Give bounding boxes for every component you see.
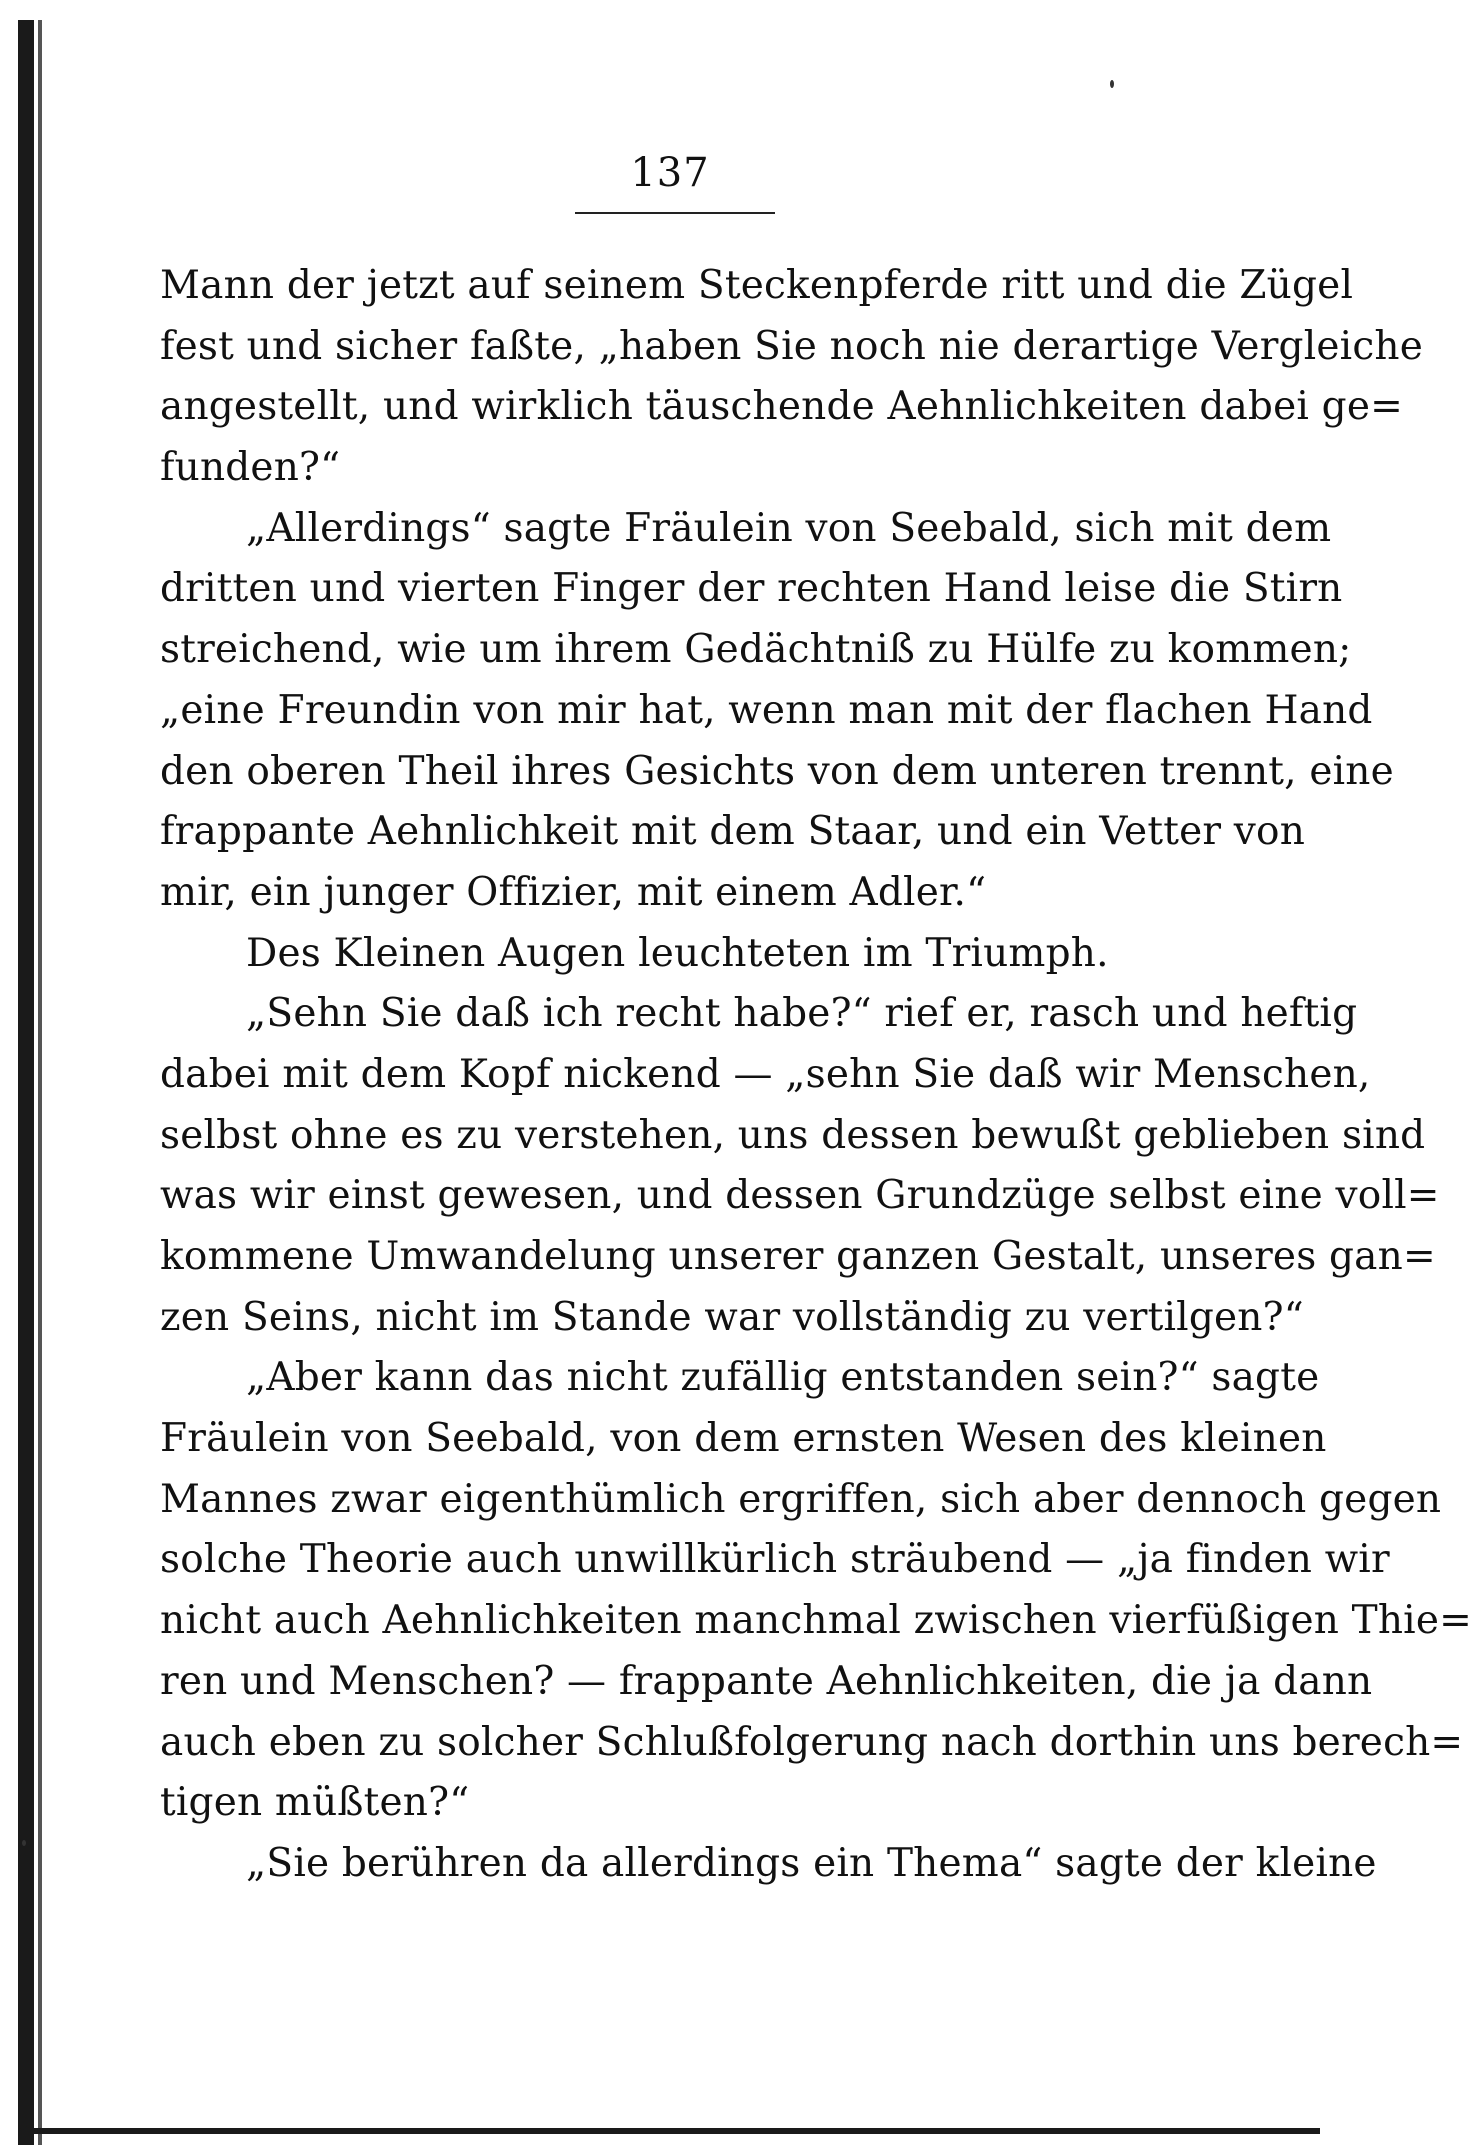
page-number: 137	[630, 150, 710, 196]
page-left-edge-shadow	[38, 20, 42, 2145]
text-line: Des Kleinen Augen leuchteten im Triumph.	[246, 930, 1109, 976]
text-line: den oberen Theil ihres Gesichts von dem unteren trennt, eine	[160, 748, 1394, 794]
header-rule	[575, 212, 775, 214]
text-line: selbst ohne es zu verstehen, uns dessen bewußt geblieben sind	[160, 1112, 1426, 1158]
text-line: dabei mit dem Kopf nickend — „sehn Sie daß wir Menschen,	[160, 1051, 1371, 1097]
page-left-edge	[18, 20, 34, 2145]
text-line: kommene Umwandelung unserer ganzen Gestalt, unseres gan=	[160, 1234, 1436, 1279]
text-line: nicht auch Aehnlichkeiten manchmal zwischen vierfüßigen Thie=	[160, 1598, 1472, 1644]
text-line: angestellt, und wirklich täuschende Aehnlichkeiten dabei ge=	[160, 384, 1403, 430]
text-line: mir, ein junger Offizier, mit einem Adler.“	[160, 869, 987, 915]
text-line: Fräulein von Seebald, von dem ernsten Wesen des kleinen	[160, 1416, 1327, 1462]
text-line: tigen müßten?“	[160, 1780, 470, 1826]
text-line: „Sie berühren da allerdings ein Thema“ sagte der kleine	[246, 1840, 1377, 1886]
body-text	[160, 256, 1472, 1895]
print-speck	[1110, 80, 1114, 88]
text-line: zen Seins, nicht im Stande war vollständig zu vertilgen?“	[160, 1294, 1304, 1340]
text-line: „Aber kann das nicht zufällig entstanden sein?“ sagte	[246, 1355, 1320, 1401]
text-line: „Allerdings“ sagte Fräulein von Seebald, sich mit dem	[246, 505, 1332, 551]
page-bottom-edge	[20, 2128, 1320, 2134]
text-line: fest und sicher faßte, „haben Sie noch nie derartige Vergleiche	[160, 323, 1423, 369]
text-line: solche Theorie auch unwillkürlich sträubend — „ja finden wir	[160, 1537, 1390, 1583]
text-line: streichend, wie um ihrem Gedächtniß zu Hülfe zu kommen;	[160, 627, 1352, 673]
text-line: frappante Aehnlichkeit mit dem Staar, und ein Vetter von	[160, 809, 1306, 855]
print-speck	[22, 1840, 26, 1846]
text-line: ren und Menschen? — frappante Aehnlichkeiten, die ja dann	[160, 1658, 1373, 1704]
text-line: dritten und vierten Finger der rechten Hand leise die Stirn	[160, 566, 1343, 612]
text-line: „eine Freundin von mir hat, wenn man mit der flachen Hand	[160, 687, 1373, 733]
text-line: Mann der jetzt auf seinem Steckenpferde ritt und die Zügel	[160, 263, 1354, 308]
text-line: „Sehn Sie daß ich recht habe?“ rief er, rasch und heftig	[246, 991, 1358, 1037]
text-line: funden?“	[160, 445, 341, 491]
text-line: was wir einst gewesen, und dessen Grundzüge selbst eine voll=	[160, 1173, 1440, 1219]
text-line: auch eben zu solcher Schlußfolgerung nach dorthin uns berech=	[160, 1719, 1464, 1765]
text-line: Mannes zwar eigenthümlich ergriffen, sich aber dennoch gegen	[160, 1476, 1442, 1522]
